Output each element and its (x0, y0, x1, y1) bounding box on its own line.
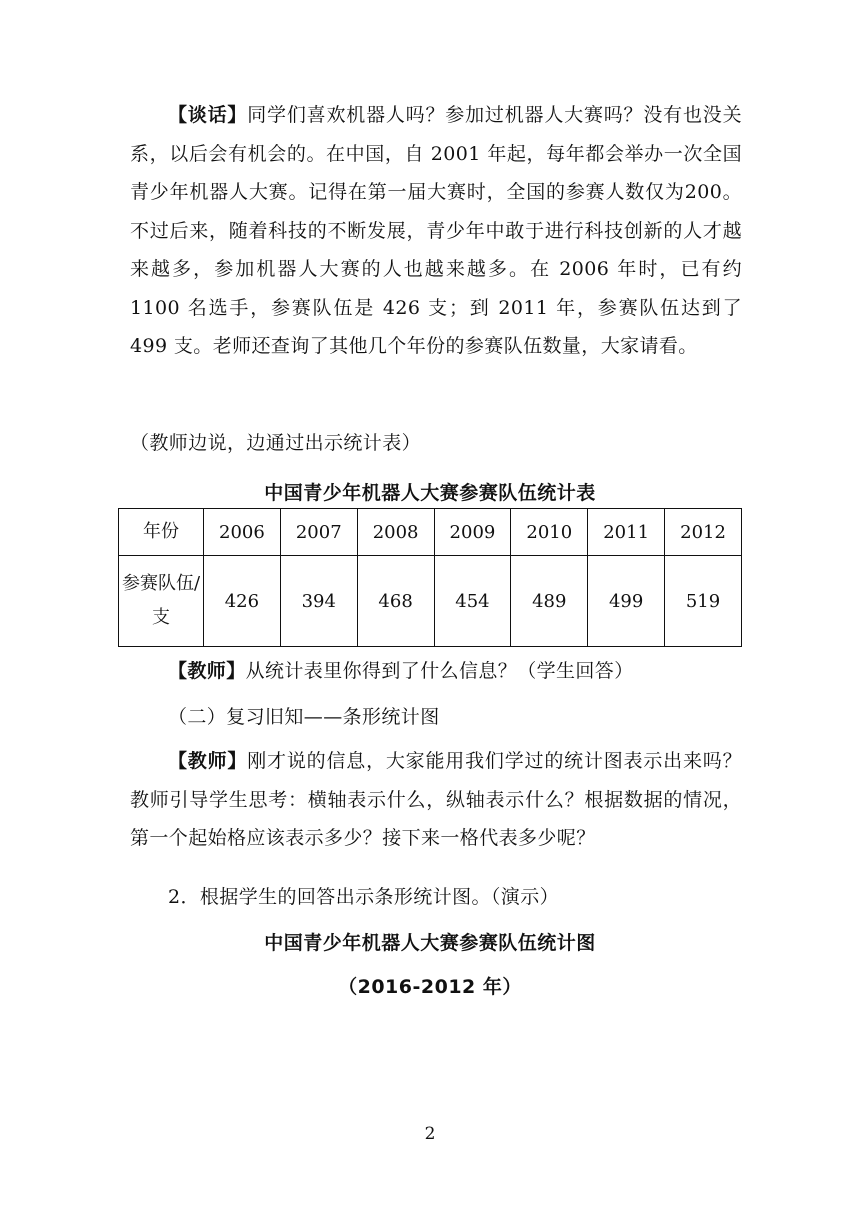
year-cell: 2008 (357, 509, 434, 556)
year-cell: 2007 (280, 509, 357, 556)
table-title: 中国青少年机器人大赛参赛队伍统计表 (264, 482, 596, 504)
teacher-question-2 (130, 742, 742, 858)
year-cell: 2012 (665, 509, 742, 556)
teacher-note: （教师边说，边通过出示统计表） (130, 432, 422, 454)
chart-title: 中国青少年机器人大赛参赛队伍统计图 (264, 932, 596, 954)
teams-cell: 489 (511, 556, 588, 647)
chart-subtitle: （2016-2012 年） (338, 976, 522, 998)
stats-table (118, 508, 742, 647)
step-2: 2．根据学生的回答出示条形统计图。（演示） (168, 886, 559, 908)
row-header-teams: 参赛队伍/支 (119, 556, 204, 647)
talk-tag: 【谈话】 (168, 104, 248, 126)
intro-paragraph (130, 96, 742, 366)
teams-cell: 426 (204, 556, 281, 647)
teacher-question-2-text: 刚才说的信息，大家能用我们学过的统计图表示出来吗？教师引导学生思考：横轴表示什么，纵轴表示什么？根据数据的情况，第一个起始格应该表示多少？接下来一格代表多少呢？ (130, 750, 742, 849)
row-header-year: 年份 (119, 509, 204, 556)
year-cell: 2009 (434, 509, 511, 556)
teacher-question-1-text: 从统计表里你得到了什么信息？（学生回答） (245, 660, 634, 682)
year-cell: 2010 (511, 509, 588, 556)
teams-cell: 519 (665, 556, 742, 647)
teacher-tag: 【教师】 (168, 660, 246, 682)
teacher-question-1 (168, 652, 634, 690)
teams-cell: 468 (357, 556, 434, 647)
intro-text: 同学们喜欢机器人吗？参加过机器人大赛吗？没有也没关系，以后会有机会的。在中国，自 2001 年起，每年都会举办一次全国青少年机器人大赛。记得在第一届大赛时，全国的参赛人数仅为200。不过后来，随着科技的不断发展，青少年中敢于进行科技创新的人才越来越多，参加机器人大赛的人也越来越多。在 2006 年时，已有约 1100 名选手，参赛队伍是 426 支；到 2011 年，参赛队伍达到了 499 支。老师还查询了其他几个年份的参赛队伍数量，大家请看。 (130, 104, 742, 357)
teams-cell: 499 (588, 556, 665, 647)
teacher-tag: 【教师】 (168, 750, 248, 772)
teams-cell: 454 (434, 556, 511, 647)
table-row-teams (119, 556, 742, 647)
table-row-year (119, 509, 742, 556)
year-cell: 2011 (588, 509, 665, 556)
page-number: 2 (424, 1124, 436, 1144)
year-cell: 2006 (204, 509, 281, 556)
section-heading: （二）复习旧知——条形统计图 (168, 706, 440, 728)
teams-cell: 394 (280, 556, 357, 647)
